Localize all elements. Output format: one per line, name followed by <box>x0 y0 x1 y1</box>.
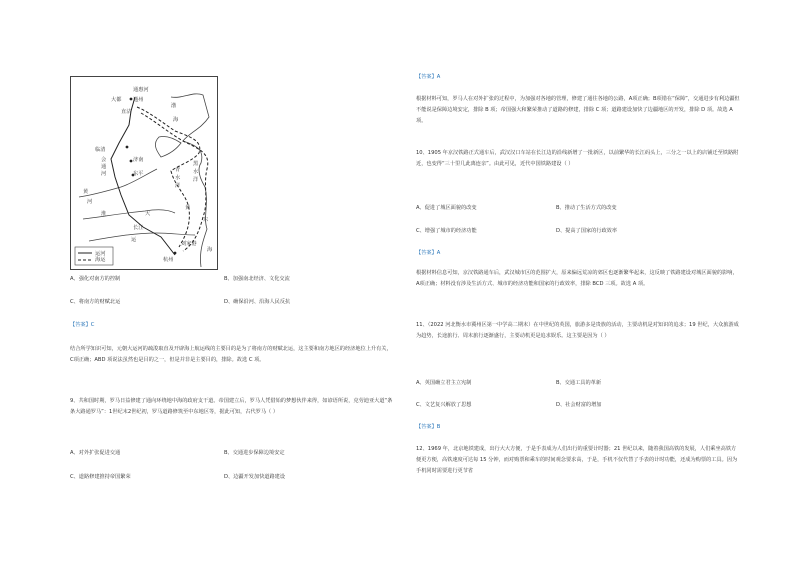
map-label-huang2: 黄 <box>185 205 191 211</box>
q9-option-a: A、对外扩张促进交通 <box>70 450 121 456</box>
explanation-10: 根据材料信息可知，京汉铁路通车后，武汉城市区的范围扩大，原来偏远荒凉的郊区也逐渐繁华起来，这反映了铁路建设对城区面貌的影响，A项正确；材料没有涉及生活方式、城市的经济功能和国家的行政效率，排除 BCD 三项。故选 A 项。 <box>416 270 738 287</box>
answer-label-9: 【答案】A <box>416 74 441 80</box>
q9-option-d: D、边疆开发加快道路建设 <box>224 474 286 480</box>
map-label-hei: 黑 <box>193 161 199 167</box>
question-10: 10、1905 年京汉铁路正式通车后，武汉汉口车站在长江边的沿线新增了一批新区，以前繁华的长江码头上，三分之一以上的店铺迁至铁路附近，也变得“三十里几此离连亲”。由此可见，近代中国铁路建设（ ） <box>416 150 739 167</box>
map-label-changjiang: 长江 <box>133 225 144 231</box>
map-label-he2: 河 <box>87 199 93 205</box>
explanation-text: 结合所学知识可知，元朝大运河的疏浚取直及开辟海上航运线的主要目的是为了将南方的财赋北运，这主要和南方地区的经济地位上升有关，C项正确；ABD 项说法虽然也是目的之一，但是并非是主要目的，排除。故选 C 项。 <box>70 346 392 363</box>
map-label-qing: 青 <box>175 167 181 173</box>
explanation-9: 根据材料可知，罗马人在对外扩张的过程中，为加强对各地的管理，修建了通往各地的公路，A项正确；B项错在“保障”，交通进步有利边疆但不能说是保障边境安定，排除 B 项；帝国强大和繁荣推动了道路的修建，排除 C 项；道路建设加快了边疆地区的开发，排除 D 项。故选 A 项。 <box>416 96 740 124</box>
q11-option-b: B、交通工具的革新 <box>556 380 602 386</box>
map-label-tong: 通 <box>101 164 107 170</box>
map-label-dong: 东 <box>203 217 209 223</box>
map-label-hui: 会 <box>101 157 107 163</box>
q11-option-a: A、英国确立君主立宪制 <box>416 380 472 386</box>
q10-option-c: C、增强了城市的经济功能 <box>416 228 477 234</box>
option-a: A、强化对南方的控制 <box>70 276 121 282</box>
map-label-dadu: 大都 <box>111 97 122 103</box>
answer-label: 【答案】C <box>70 322 95 328</box>
map-label-linqing: 临清 <box>95 147 106 153</box>
map-label-liujiagang: 刘家港 <box>181 241 197 247</box>
option-d: D、确保沿河、沿海人民反抗 <box>224 299 291 305</box>
map-label-yun: 运 <box>131 237 137 243</box>
map-label-yang: 洋 <box>175 183 181 189</box>
map-legend-canal: 运河 <box>95 251 106 257</box>
q9-option-c: C、道路修建推持帝国繁荣 <box>70 474 131 480</box>
map-label-huang: 黄 <box>83 189 89 195</box>
answer-label-10: 【答案】A <box>416 250 441 256</box>
canal-map <box>70 76 218 270</box>
map-label-dongping: 东平 <box>133 171 144 177</box>
q10-option-d: D、提高了国家的行政效率 <box>556 228 618 234</box>
option-b: B、加强南北经济、文化交流 <box>224 276 290 282</box>
map-label-zhigu: 直沽 <box>121 109 132 115</box>
map-label-hai-east: 海 <box>207 247 213 253</box>
q11-option-c: C、文艺复兴解放了思想 <box>416 402 472 408</box>
map-label-he: 河 <box>101 171 107 177</box>
question-12: 12、1969 年，北京地铁建成，出行大大方便，于是手表成为人们出行的重要计时器；21 世纪以来，随着我国高铁的发展，人们乘坐高铁方便更方便，高铁速度可达每 15 分钟，而对购票和乘车的时间观念要求高，于是，手机不仅代替了手表的计时功能，还成为购票的工具。因为手机同时需要进行更节省 <box>416 446 738 474</box>
map-label-shui2: 水 <box>193 169 199 175</box>
map-label-bo: 渤 <box>171 103 177 109</box>
question-11: 11、（2022 河北衡水市冀州区第一中学高二期末）在中世纪的英国，旅游多是贵族的活动，主要动机是对知识的追求；19 世纪，大众旅游成为趋势，长途旅行、周末旅行逐渐盛行，主要动机更是追求娱乐。这主要是因为（ ） <box>416 322 739 339</box>
q10-option-a: A、促进了城区面貌的改变 <box>416 205 477 211</box>
map-label-jinan: 济南 <box>133 157 144 163</box>
map-label-da: 大 <box>145 211 151 217</box>
map-label-tonghuihe: 通惠河 <box>133 87 149 93</box>
q10-option-b: B、推动了生活方式的改变 <box>556 205 617 211</box>
map-label-hangzhou: 杭州 <box>163 257 174 263</box>
map-label-huai: 淮 <box>101 211 107 217</box>
option-c: C、将南方的财赋北运 <box>70 299 121 305</box>
q9-option-b: B、交通进步保障边境安定 <box>224 450 285 456</box>
map-label-yang2: 洋 <box>193 177 199 183</box>
q11-option-d: D、社会财富的增加 <box>556 402 602 408</box>
map-label-hai-north: 海 <box>173 117 179 123</box>
map-label-shui: 水 <box>175 175 181 181</box>
answer-label-11: 【答案】B <box>416 424 441 430</box>
map-legend-sea: 海运 <box>95 257 106 263</box>
question-9: 9、共和国时期，罗马日益修建了通向环绕地中海的政府支干道。帝国建立后，罗马人凭借始的梦想伙伴来得，如谚语所说，克劳迪亚大道“条条大路通罗马”：1世纪末2世纪初，罗马道路修筑至中东地区等，据此可知，古代罗马（ ） <box>70 398 393 415</box>
map-label-tongzhou: 通州 <box>133 97 144 103</box>
